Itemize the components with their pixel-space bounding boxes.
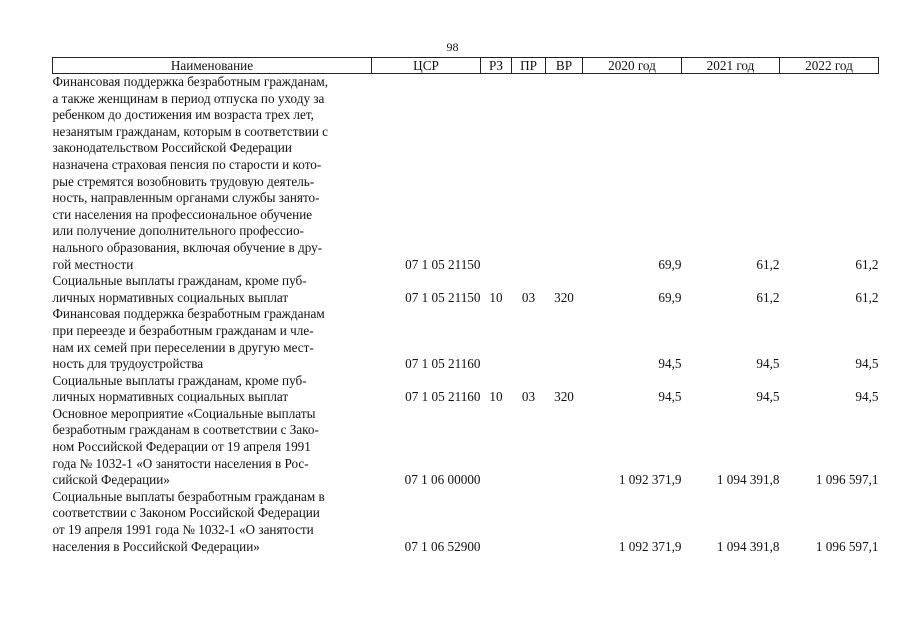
row-name-line: населения в Российской Федерации» xyxy=(52,538,260,554)
row-name-line: ребенком до достижения им возраста трех лет, xyxy=(52,107,314,123)
row-2021: 94,5 xyxy=(756,389,780,405)
row-2021: 61,2 xyxy=(756,256,780,272)
row-name-line: сийской Федерации» xyxy=(52,472,170,488)
row-name xyxy=(53,406,372,489)
row-name-line: законодательством Российской Федерации xyxy=(52,140,292,156)
row-name-line: назначена страховая пенсия по старости и кото- xyxy=(52,156,322,172)
row-name-line: или получение дополнительного профессио- xyxy=(52,223,304,239)
row-2022: 94,5 xyxy=(855,356,879,372)
row-rz xyxy=(481,489,512,555)
row-2021: 94,5 xyxy=(756,356,780,372)
row-name-line: личных нормативных социальных выплат xyxy=(52,289,289,305)
row-name-line: безработным гражданам в соответствии с Зако- xyxy=(52,422,319,438)
row-vr xyxy=(546,74,583,274)
row-name-line: личных нормативных социальных выплат xyxy=(52,389,289,405)
row-name-line: Основное мероприятие «Социальные выплаты xyxy=(52,405,316,421)
row-csr: 07 1 05 21160 xyxy=(405,356,481,372)
row-vr: 320 xyxy=(554,389,574,405)
row-rz xyxy=(481,406,512,489)
row-name-line: рые стремятся возобновить трудовую деятель- xyxy=(52,173,315,189)
row-2021: 61,2 xyxy=(756,289,780,305)
row-csr: 07 1 05 21150 xyxy=(405,289,481,305)
row-name-line: Финансовая поддержка безработным гражданам, xyxy=(52,74,329,89)
row-vr xyxy=(546,489,583,555)
row-pr: 03 xyxy=(521,389,536,405)
row-name-line: при переезде и безработным гражданам и чле- xyxy=(52,322,314,338)
row-name-line: ность для трудоустройства xyxy=(52,356,204,372)
row-rz xyxy=(481,74,512,274)
table-row xyxy=(53,74,879,274)
row-pr xyxy=(512,489,546,555)
row-2022: 61,2 xyxy=(855,289,879,305)
row-name xyxy=(53,373,372,406)
row-name-line: Социальные выплаты гражданам, кроме пуб- xyxy=(52,372,307,388)
row-name xyxy=(53,306,372,372)
row-name-line: незанятым гражданам, которым в соответствии с xyxy=(52,123,329,139)
row-name-line: гой местности xyxy=(52,256,134,272)
header-csr: ЦСР xyxy=(372,58,481,74)
row-rz xyxy=(481,306,512,372)
header-2020: 2020 год xyxy=(583,58,682,74)
header-rz: РЗ xyxy=(481,58,512,74)
row-name xyxy=(53,74,372,274)
row-2022: 61,2 xyxy=(855,256,879,272)
row-name-line: сти населения на профессиональное обучение xyxy=(52,206,313,222)
row-2020: 69,9 xyxy=(658,256,682,272)
page-number: 98 xyxy=(446,40,459,54)
row-2020: 94,5 xyxy=(658,356,682,372)
row-name-line: соответствии с Законом Российской Федерации xyxy=(52,505,320,521)
row-rz: 10 xyxy=(489,389,503,405)
row-pr xyxy=(512,74,546,274)
row-name-line: от 19 апреля 1991 года № 1032-1 «О занятости xyxy=(52,522,314,538)
row-name-line: Социальные выплаты гражданам, кроме пуб- xyxy=(52,273,307,289)
row-name-line: а также женщинам в период отпуска по уходу за xyxy=(52,90,325,106)
row-name xyxy=(53,273,372,306)
table-row xyxy=(53,273,879,306)
row-csr: 07 1 05 21160 xyxy=(405,389,481,405)
row-name-line: Финансовая поддержка безработным гражданам xyxy=(52,306,325,322)
table-row xyxy=(53,373,879,406)
row-name-line: ность, направленным органами службы занято- xyxy=(52,190,320,206)
row-name-line: года № 1032-1 «О занятости населения в Рос- xyxy=(52,455,309,471)
header-2021: 2021 год xyxy=(682,58,780,74)
row-2020: 1 092 371,9 xyxy=(618,538,682,554)
row-pr xyxy=(512,306,546,372)
row-vr xyxy=(546,406,583,489)
row-2022: 94,5 xyxy=(855,389,879,405)
row-csr: 07 1 06 00000 xyxy=(404,472,481,488)
row-2021: 1 094 391,8 xyxy=(716,472,780,488)
row-name-line: нального образования, включая обучение в дру- xyxy=(52,239,323,255)
row-pr xyxy=(512,406,546,489)
row-name-line: ном Российской Федерации от 19 апреля 1991 xyxy=(52,439,311,455)
row-2022: 1 096 597,1 xyxy=(815,472,879,488)
row-vr xyxy=(546,306,583,372)
budget-table xyxy=(52,57,879,555)
row-vr: 320 xyxy=(554,289,574,305)
header-name: Наименование xyxy=(53,58,372,74)
row-2020: 94,5 xyxy=(658,389,682,405)
row-2020: 1 092 371,9 xyxy=(618,472,682,488)
header-2022: 2022 год xyxy=(780,58,879,74)
table-header-row xyxy=(53,58,879,74)
row-csr: 07 1 06 52900 xyxy=(404,538,481,554)
row-name-line: нам их семей при переселении в другую мест- xyxy=(52,339,314,355)
header-pr: ПР xyxy=(512,58,546,74)
table-row xyxy=(53,306,879,372)
row-rz: 10 xyxy=(489,289,503,305)
header-vr: ВР xyxy=(546,58,583,74)
row-csr: 07 1 05 21150 xyxy=(405,256,481,272)
row-2021: 1 094 391,8 xyxy=(716,538,780,554)
row-name-line: Социальные выплаты безработным гражданам в xyxy=(52,488,325,504)
row-2020: 69,9 xyxy=(658,289,682,305)
table-row xyxy=(53,406,879,489)
row-2022: 1 096 597,1 xyxy=(815,538,879,554)
row-name xyxy=(53,489,372,555)
row-pr: 03 xyxy=(521,289,536,305)
table-row xyxy=(53,489,879,555)
